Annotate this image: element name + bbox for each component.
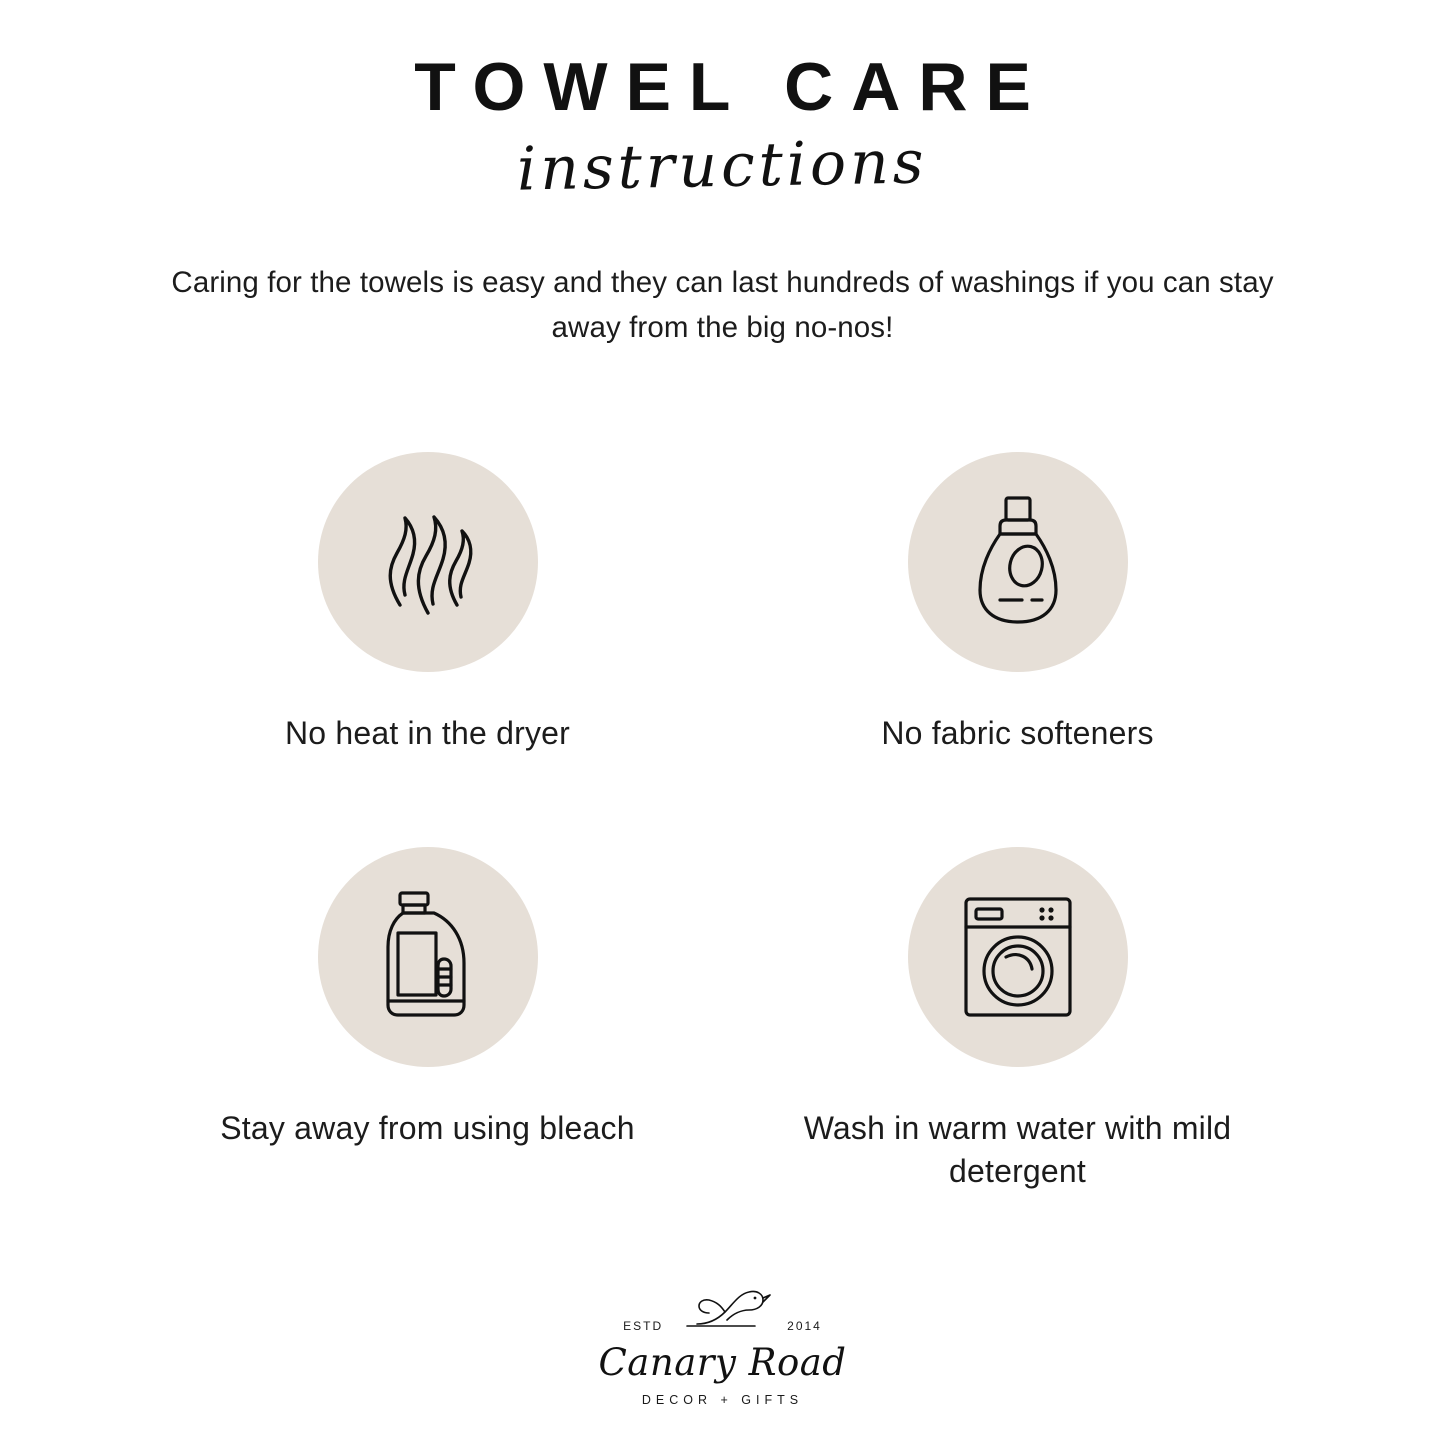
care-tip-no-heat xyxy=(133,452,723,755)
page-subtitle: instructions xyxy=(516,127,929,205)
care-tip-no-softener xyxy=(723,452,1313,755)
care-tip-caption: No fabric softeners xyxy=(881,714,1154,751)
bleach-jug-icon xyxy=(318,847,538,1067)
heat-waves-icon xyxy=(318,452,538,672)
washing-machine-icon xyxy=(908,847,1128,1067)
care-tip-caption: No heat in the dryer xyxy=(284,714,571,751)
care-tip-caption: Wash in warm water with mild detergent xyxy=(803,1110,1232,1190)
logo-mark-row xyxy=(623,1281,822,1339)
care-tip-warm-wash xyxy=(723,847,1313,1193)
brand-tagline: DECOR + GIFTS xyxy=(641,1393,804,1407)
logo-year-label: 2014 xyxy=(787,1319,822,1333)
care-tips-grid xyxy=(133,452,1313,1194)
bird-logo-icon xyxy=(677,1280,773,1339)
intro-text: Caring for the towels is easy and they can last hundreds of washings if you can stay away from the big no-nos! xyxy=(171,266,1274,344)
fabric-softener-bottle-icon xyxy=(908,452,1128,672)
brand-name: Canary Road xyxy=(598,1341,847,1384)
logo-estd-label: ESTD xyxy=(623,1319,664,1333)
page-title: TOWEL CARE xyxy=(414,49,1049,125)
brand-footer xyxy=(0,1281,1445,1407)
care-tip-no-bleach xyxy=(133,847,723,1193)
care-tip-caption: Stay away from using bleach xyxy=(220,1110,635,1147)
